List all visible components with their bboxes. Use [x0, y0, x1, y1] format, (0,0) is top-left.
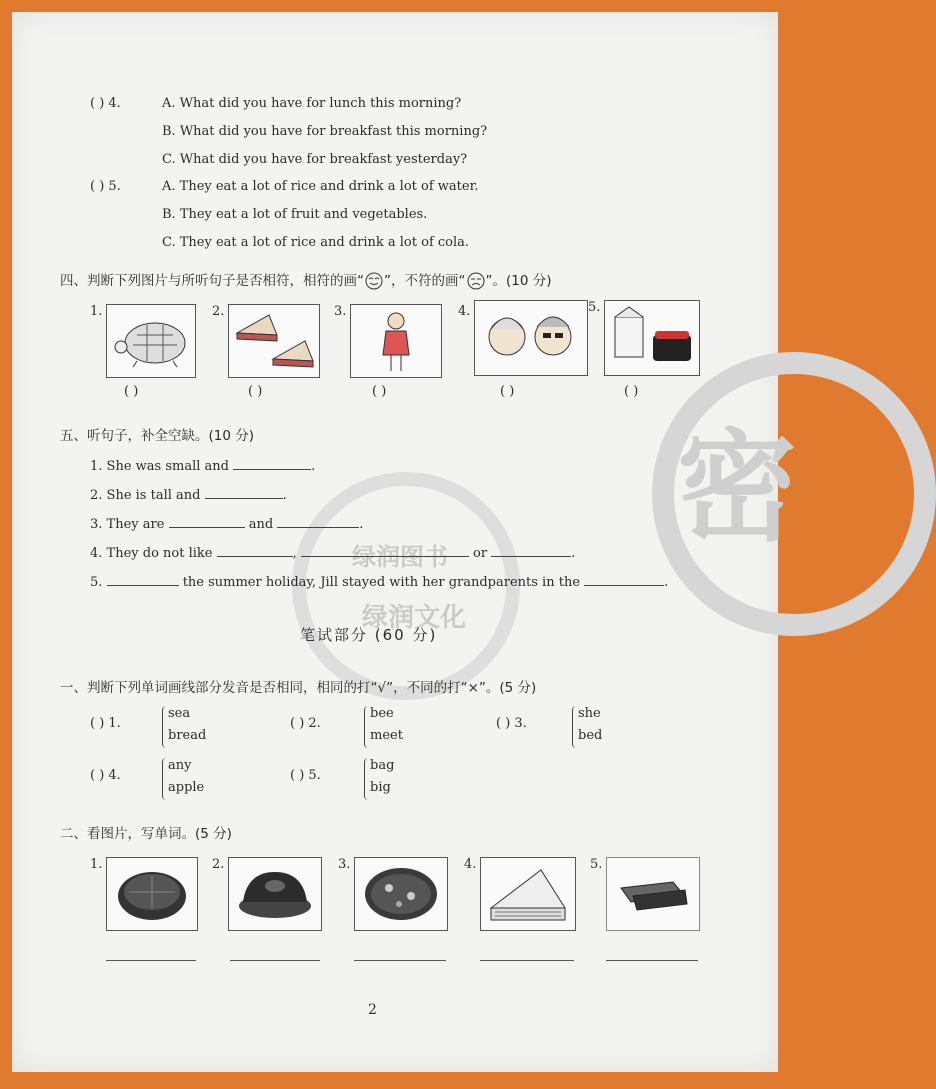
- s5-q4-end: .: [571, 546, 576, 561]
- phonics-q3-number: ( ) 3.: [496, 716, 527, 731]
- s4-answer-3[interactable]: ( ): [372, 384, 387, 399]
- s5-q5: [90, 573, 668, 590]
- pic-answer-line-1[interactable]: [106, 960, 196, 961]
- q5-option-b: B. They eat a lot of fruit and vegetables.: [162, 207, 428, 222]
- s5-q1-blank[interactable]: [233, 457, 311, 470]
- s5-q4-comma: ,: [292, 546, 297, 561]
- s5-q4-or: or: [473, 546, 488, 561]
- chocolate-picture: [606, 857, 700, 931]
- s4-num-3: 3.: [334, 304, 347, 319]
- pic-num-1: 1.: [90, 857, 103, 872]
- s4-answer-5[interactable]: ( ): [624, 384, 639, 399]
- pic-num-5: 5.: [590, 857, 603, 872]
- phonics-q3-word1: she: [578, 706, 601, 721]
- s4-answer-2[interactable]: ( ): [248, 384, 263, 399]
- s5-q4-text: 4. They do not like: [90, 546, 213, 561]
- s5-q2-end: .: [282, 488, 287, 503]
- phonics-q2-word2: meet: [370, 728, 403, 743]
- q4-option-a: A. What did you have for lunch this morning?: [162, 96, 462, 111]
- page-number: 2: [368, 1002, 377, 1018]
- phonics-q4-word1: any: [168, 758, 192, 773]
- phonics-q5-word2: big: [370, 780, 391, 795]
- s5-q5-text: 5.: [90, 575, 103, 590]
- s5-q3: [90, 515, 363, 532]
- pic-answer-line-5[interactable]: [606, 960, 698, 961]
- s5-q4: [90, 544, 575, 561]
- pictures-title: 二、看图片，写单词。(5 分): [60, 826, 232, 842]
- q4-option-c: C. What did you have for breakfast yesterday?: [162, 152, 468, 167]
- phonics-q2-word1: bee: [370, 706, 394, 721]
- section4-title: [60, 269, 552, 290]
- s5-q5-blank-2[interactable]: [584, 573, 664, 586]
- phonics-q2-number: ( ) 2.: [290, 716, 321, 731]
- section4-title-mid: ”，不符的画“: [384, 273, 466, 289]
- pic-num-4: 4.: [464, 857, 477, 872]
- s5-q3-end: .: [359, 517, 364, 532]
- s5-q2: [90, 486, 287, 503]
- q5-number: ( ) 5.: [90, 179, 121, 194]
- pic-num-2: 2.: [212, 857, 225, 872]
- s4-num-5: 5.: [588, 300, 601, 315]
- q5-option-a: A. They eat a lot of rice and drink a lot of water.: [162, 179, 479, 194]
- section4-title-start: 四、判断下列图片与所听句子是否相符，相符的画“: [60, 273, 364, 289]
- s5-q3-blank-2[interactable]: [277, 515, 359, 528]
- pie-picture: [106, 857, 198, 931]
- s5-q4-blank-2[interactable]: [301, 544, 469, 557]
- pic-num-3: 3.: [338, 857, 351, 872]
- s5-q3-and: and: [248, 517, 274, 532]
- phonics-q4-number: ( ) 4.: [90, 768, 121, 783]
- section5-title: 五、听句子，补全空缺。(10 分): [60, 428, 255, 444]
- grandparents-picture: [474, 300, 588, 376]
- pic-answer-line-3[interactable]: [354, 960, 446, 961]
- watermark-text-2: 绿润文化: [362, 603, 467, 633]
- section4-title-end: ”。(10 分): [485, 273, 552, 289]
- s5-q3-text: 3. They are: [90, 517, 165, 532]
- s5-q4-blank-3[interactable]: [491, 544, 571, 557]
- q4-option-b: B. What did you have for breakfast this morning?: [162, 124, 488, 139]
- sandwich-picture: [228, 304, 320, 378]
- watermark-text-1: 绿润图书: [352, 543, 448, 571]
- s4-answer-4[interactable]: ( ): [500, 384, 515, 399]
- phonics-q5-word1: bag: [370, 758, 395, 773]
- phonics-q4-word2: apple: [168, 780, 205, 795]
- phonics-q3-word2: bed: [578, 728, 603, 743]
- cake-picture: [228, 857, 322, 931]
- s5-q5-end: .: [664, 575, 669, 590]
- girl-picture: [350, 304, 442, 378]
- phonics-q1-number: ( ) 1.: [90, 716, 121, 731]
- s5-q4-blank-1[interactable]: [217, 544, 293, 557]
- seal-text: 密: [677, 419, 797, 558]
- sandwich-stack-picture: [480, 857, 576, 931]
- milk-and-cake-picture: [604, 300, 700, 376]
- s5-q3-blank-1[interactable]: [169, 515, 245, 528]
- frown-face-icon: [466, 272, 486, 290]
- s5-q1-text: 1. She was small and: [90, 459, 229, 474]
- s4-num-1: 1.: [90, 304, 103, 319]
- tortoise-picture: [106, 304, 196, 378]
- s5-q5-mid: the summer holiday, Jill stayed with her grandparents in the: [182, 575, 581, 590]
- s5-q1: [90, 457, 315, 474]
- s4-num-2: 2.: [212, 304, 225, 319]
- s5-q5-blank-1[interactable]: [107, 573, 179, 586]
- s5-q1-end: .: [311, 459, 316, 474]
- written-part-title: 笔试部分 (60 分): [300, 626, 438, 644]
- phonics-title: 一、判断下列单词画线部分发音是否相同，相同的打“√”，不同的打“×”。(5 分): [60, 680, 537, 696]
- pic-answer-line-2[interactable]: [230, 960, 320, 961]
- q4-number: ( ) 4.: [90, 96, 121, 111]
- s5-q2-text: 2. She is tall and: [90, 488, 201, 503]
- q5-option-c: C. They eat a lot of rice and drink a lot of cola.: [162, 235, 470, 250]
- pic-answer-line-4[interactable]: [480, 960, 574, 961]
- phonics-q1-word2: bread: [168, 728, 207, 743]
- s5-q2-blank[interactable]: [205, 486, 283, 499]
- smile-face-icon: [364, 272, 384, 290]
- phonics-q1-word1: sea: [168, 706, 191, 721]
- s4-answer-1[interactable]: ( ): [124, 384, 139, 399]
- phonics-q5-number: ( ) 5.: [290, 768, 321, 783]
- pizza-picture: [354, 857, 448, 931]
- exam-paper: [12, 12, 797, 1072]
- s4-num-4: 4.: [458, 304, 471, 319]
